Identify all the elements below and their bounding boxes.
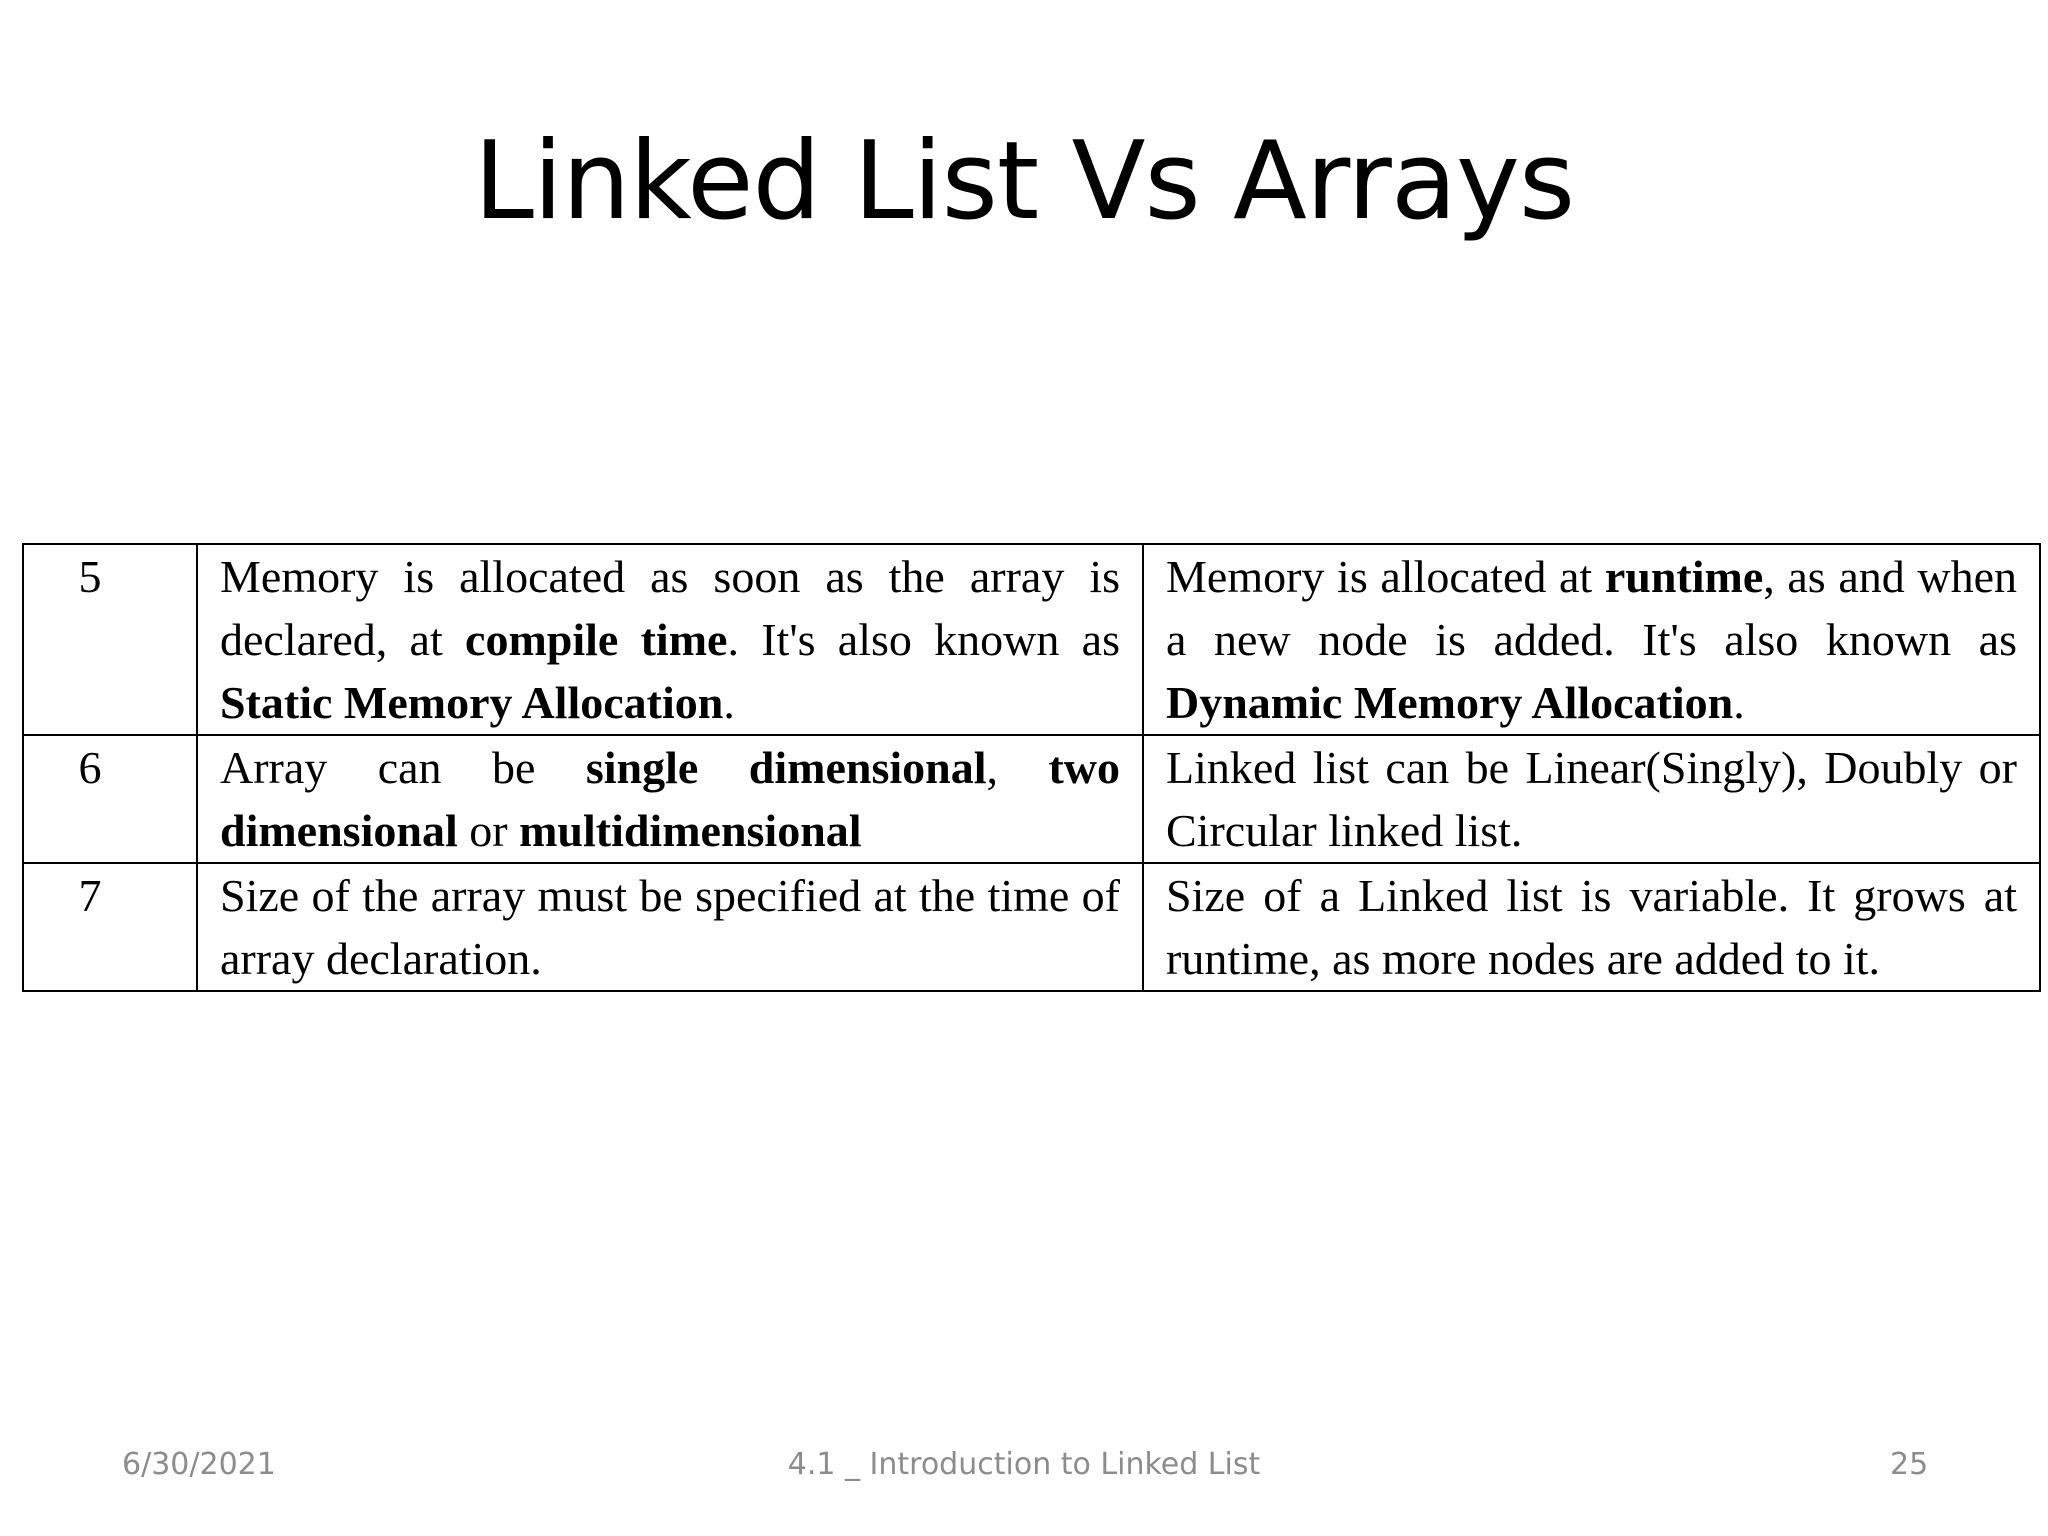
row-number-cell [23, 735, 197, 863]
text-run: , as and when a new node is added. It's also known as [1166, 551, 2018, 665]
text-run: Array can be [220, 742, 586, 793]
text-run: . It's also known as [727, 614, 1120, 665]
linked-list-cell [1143, 735, 2040, 863]
text-run: Memory is allocated at [1166, 551, 1605, 602]
array-cell [197, 544, 1143, 735]
row-number: 7 [78, 870, 102, 921]
table-row [23, 863, 2040, 991]
bold-run: single dimensional [585, 742, 987, 793]
footer-date: 6/30/2021 [122, 1447, 276, 1482]
bold-run: runtime [1604, 551, 1764, 602]
linked-list-text [1144, 545, 2039, 734]
array-text [198, 736, 1142, 862]
text-run: , [986, 742, 1049, 793]
text-run: or [457, 805, 520, 856]
footer-page-number: 25 [1890, 1447, 1929, 1482]
row-number-cell [23, 863, 197, 991]
bold-run: two dimensional [220, 742, 1120, 856]
row-number: 6 [78, 742, 102, 793]
linked-list-cell [1143, 544, 2040, 735]
comparison-table [22, 543, 2041, 992]
array-cell [197, 863, 1143, 991]
linked-list-cell [1143, 863, 2040, 991]
table-row [23, 735, 2040, 863]
row-number-cell [23, 544, 197, 735]
footer-title: 4.1 _ Introduction to Linked List [787, 1447, 1261, 1482]
text-run: . [723, 677, 735, 728]
array-text [198, 545, 1142, 734]
comparison-table-container [22, 543, 2033, 992]
array-cell [197, 735, 1143, 863]
text-run: Memory is allocated as soon as the array is declared, at [220, 551, 1120, 665]
bold-run: Static Memory Allocation [220, 677, 724, 728]
table-row [23, 544, 2040, 735]
linked-list-text: Size of a Linked list is variable. It grows at runtime, as more nodes are added to it. [1166, 870, 2017, 984]
bold-run: compile time [465, 614, 728, 665]
row-number: 5 [78, 551, 102, 602]
slide-title: Linked List Vs Arrays [473, 119, 1575, 244]
text-run: . [1733, 677, 1745, 728]
array-text: Size of the array must be specified at the time of array declaration. [220, 870, 1120, 984]
linked-list-text: Linked list can be Linear(Singly), Doubly or Circular linked list. [1166, 742, 2017, 856]
bold-run: multidimensional [519, 805, 862, 856]
bold-run: Dynamic Memory Allocation [1166, 677, 1734, 728]
